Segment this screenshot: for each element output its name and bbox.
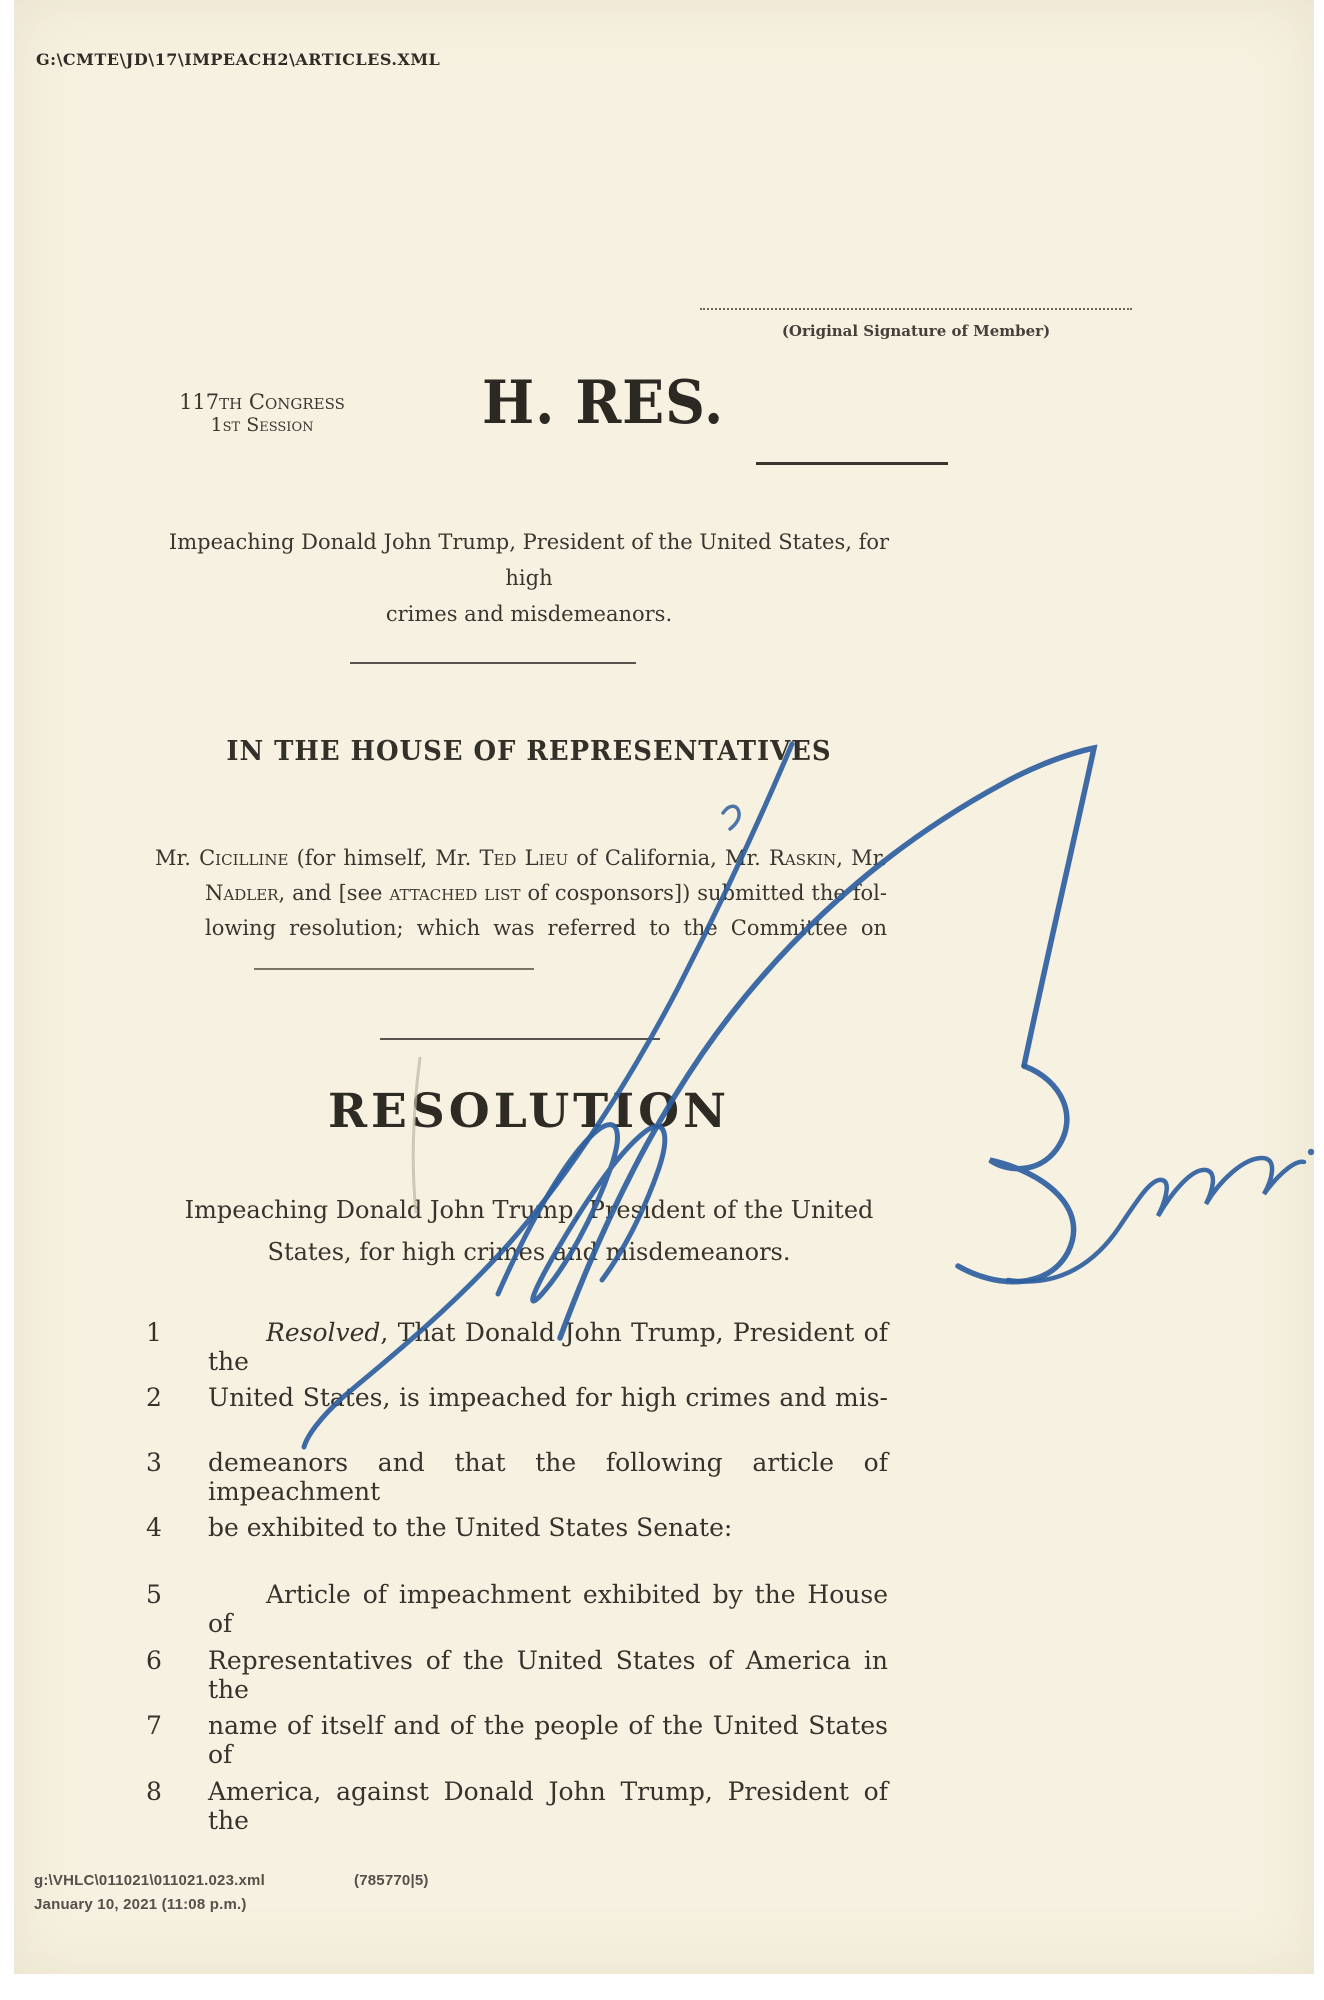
line-number: 5 — [146, 1580, 162, 1609]
measure-preamble — [144, 524, 914, 632]
top-file-path: G:\CMTE\JD\17\IMPEACH2\ARTICLES.XML — [36, 50, 441, 69]
preamble-line: crimes and misdemeanors. — [385, 602, 673, 626]
sponsor-name: Raskin — [769, 846, 837, 870]
house-heading: IN THE HOUSE OF REPRESENTATIVES — [226, 736, 832, 767]
sponsor-text: of California, Mr. — [568, 846, 770, 870]
body-text: be exhibited to the United States Senate: — [208, 1513, 733, 1542]
separator-rule — [350, 662, 636, 664]
body-text: name of itself and of the people of the United States of — [208, 1711, 888, 1769]
measure-number-blank — [756, 448, 948, 465]
body-line — [146, 1777, 888, 1835]
body-line — [146, 1580, 888, 1638]
body-line — [146, 1318, 888, 1376]
resolution-preamble-line: States, for high crimes and misdemeanors. — [267, 1238, 791, 1266]
sponsor-name: Cicilline — [199, 846, 289, 870]
resolution-preamble-line: Impeaching Donald John Trump, President of the United — [184, 1196, 874, 1224]
body-text: Article of impeachment exhibited by the House of — [208, 1580, 888, 1638]
sponsor-paragraph-line: lowing resolution; which was referred to the Committee on — [205, 916, 887, 940]
body-line — [146, 1383, 888, 1412]
signature-line-caption: (Original Signature of Member) — [781, 322, 1051, 340]
preamble-line: Impeaching Donald John Trump, President of the United States, for high — [168, 530, 890, 590]
line-number: 8 — [146, 1777, 162, 1806]
body-text: America, against Donald John Trump, President of the — [208, 1777, 888, 1835]
body-text: , That Donald John Trump, President of the — [208, 1318, 888, 1376]
body-line — [146, 1711, 888, 1769]
line-number: 7 — [146, 1711, 162, 1740]
body-line — [146, 1448, 888, 1506]
sponsor-name: Nadler — [205, 881, 279, 905]
body-text: Representatives of the United States of America in the — [208, 1646, 888, 1704]
footer-date: January 10, 2021 (11:08 p.m.) — [34, 1896, 247, 1913]
sponsor-text: , and [see — [278, 881, 390, 905]
sponsor-text: , Mr. — [836, 846, 887, 870]
signature-dotted-line — [700, 308, 1132, 310]
body-line — [146, 1513, 888, 1542]
body-text: United States, is impeached for high crimes and mis- — [208, 1383, 888, 1412]
body-text: demeanors and that the following article of impeachment — [208, 1448, 888, 1506]
line-number: 6 — [146, 1646, 162, 1675]
separator-rule — [380, 1038, 660, 1040]
sponsor-text: (for himself, Mr. — [288, 846, 480, 870]
body-line — [146, 1646, 888, 1704]
sponsor-text: attached list — [389, 881, 521, 905]
line-number: 4 — [146, 1513, 162, 1542]
document-page — [14, 0, 1314, 1974]
line-number: 2 — [146, 1383, 162, 1412]
footer-file-path: g:\VHLC\011021\011021.023.xml — [34, 1872, 265, 1889]
committee-blank-rule — [254, 968, 534, 970]
congress-label: 117th Congress — [179, 390, 345, 414]
session-label: 1st Session — [210, 414, 314, 436]
congress-session-block — [154, 390, 370, 436]
sponsor-paragraph-line — [155, 846, 887, 870]
sponsor-text: of cosponsors]) submitted the fol- — [520, 881, 887, 905]
resolved-word: Resolved — [266, 1318, 381, 1347]
sponsor-name: Ted Lieu — [479, 846, 569, 870]
resolution-title: RESOLUTION — [327, 1084, 731, 1139]
sponsor-paragraph-line — [205, 881, 887, 905]
line-number: 3 — [146, 1448, 162, 1477]
sponsor-text: Mr. — [155, 846, 200, 870]
footer-code: (785770|5) — [354, 1872, 429, 1889]
measure-number: H. RES. — [482, 368, 725, 438]
line-number: 1 — [146, 1318, 162, 1347]
